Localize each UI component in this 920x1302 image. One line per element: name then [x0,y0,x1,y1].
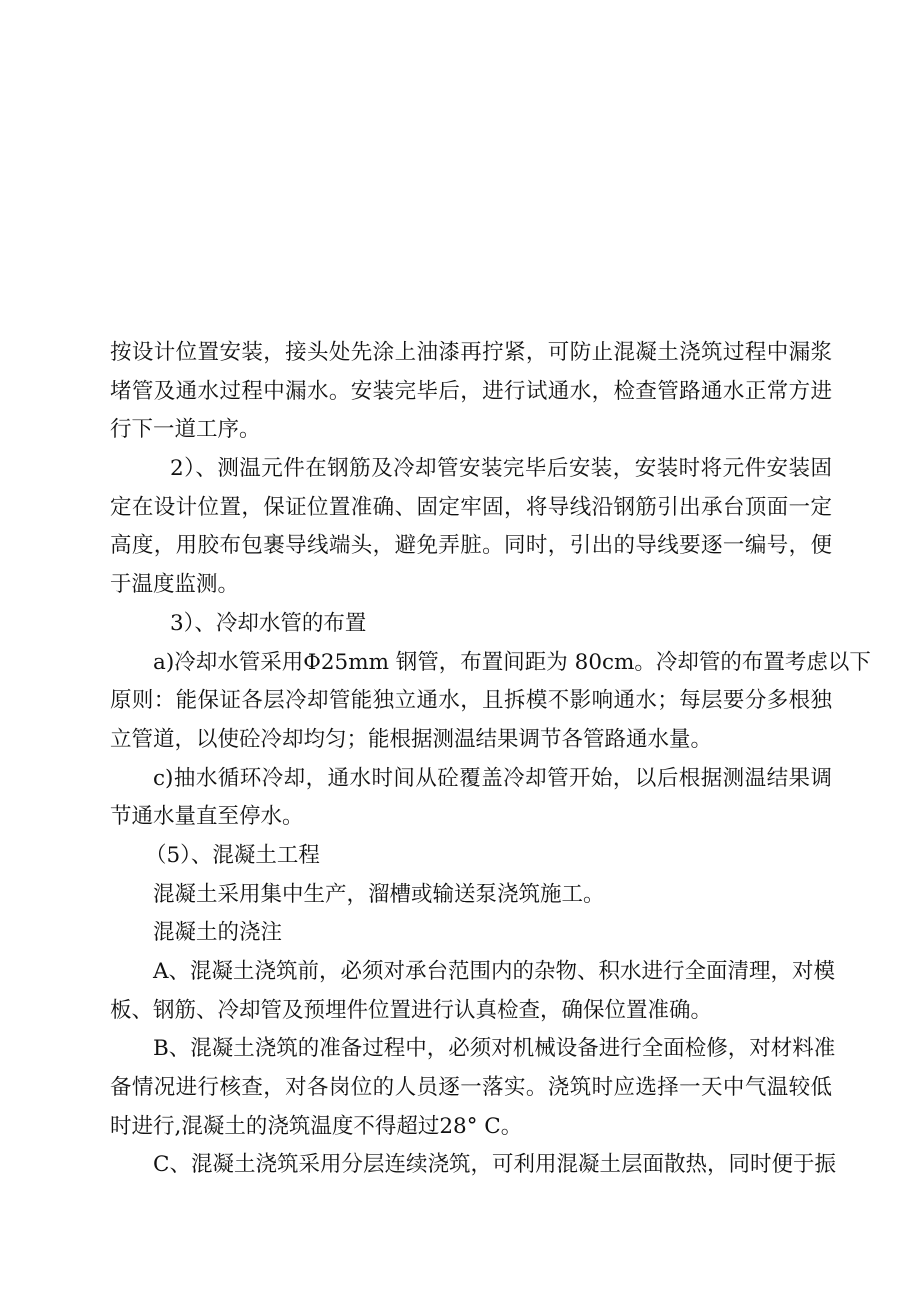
text-line: 于温度监测。 [110,572,240,598]
text-line: C、混凝土浇筑采用分层连续浇筑，可利用混凝土层面散热，同时便于振 [153,1152,836,1178]
text-line: a)冷却水管采用Φ25mm 钢管，布置间距为 80cm。冷却管的布置考虑以下 [153,649,871,675]
text-line: B、混凝土浇筑的准备过程中，必须对机械设备进行全面检修，对材料准 [153,1036,836,1062]
text-line: c)抽水循环冷却，通水时间从砼覆盖冷却管开始，以后根据测温结果调 [153,765,832,791]
document-body [110,334,871,1185]
text-line: 按设计位置安装，接头处先涂上油漆再拧紧，可防止混凝土浇筑过程中漏浆 [110,340,832,365]
text-line: 行下一道工序。 [110,417,261,443]
section-heading: （5）、混凝土工程 [145,842,320,868]
text-line: 定在设计位置，保证位置准确、固定牢固，将导线沿钢筋引出承台顶面一定 [110,494,832,520]
text-line: 节通水量直至停水。 [110,804,304,830]
text-line: 板、钢筋、冷却管及预埋件位置进行认真检查，确保位置准确。 [110,997,713,1023]
text-line: A、混凝土浇筑前，必须对承台范围内的杂物、积水进行全面清理，对模 [153,959,836,984]
text-line: 高度，用胶布包裹导线端头，避免弄脏。同时，引出的导线要逐一编号，便 [110,533,832,559]
text-line: 立管道，以使砼冷却均匀；能根据测温结果调节各管路通水量。 [110,726,713,752]
text-line: 堵管及通水过程中漏水。安装完毕后，进行试通水，检查管路通水正常方进 [110,378,832,404]
text-line: 时进行,混凝土的浇筑温度不得超过28° C。 [110,1113,523,1139]
text-line: 2）、测温元件在钢筋及冷却管安装完毕后安装，安装时将元件安装固 [170,456,832,482]
text-line: 混凝土采用集中生产，溜槽或输送泵浇筑施工。 [153,881,605,907]
text-line: 原则：能保证各层冷却管能独立通水，且拆模不影响通水；每层要分多根独 [110,688,832,714]
text-line: 备情况进行核查，对各岗位的人员逐一落实。浇筑时应选择一天中气温较低 [110,1075,832,1101]
subsection-heading: 混凝土的浇注 [153,920,283,946]
section-heading: 3）、冷却水管的布置 [170,610,367,636]
